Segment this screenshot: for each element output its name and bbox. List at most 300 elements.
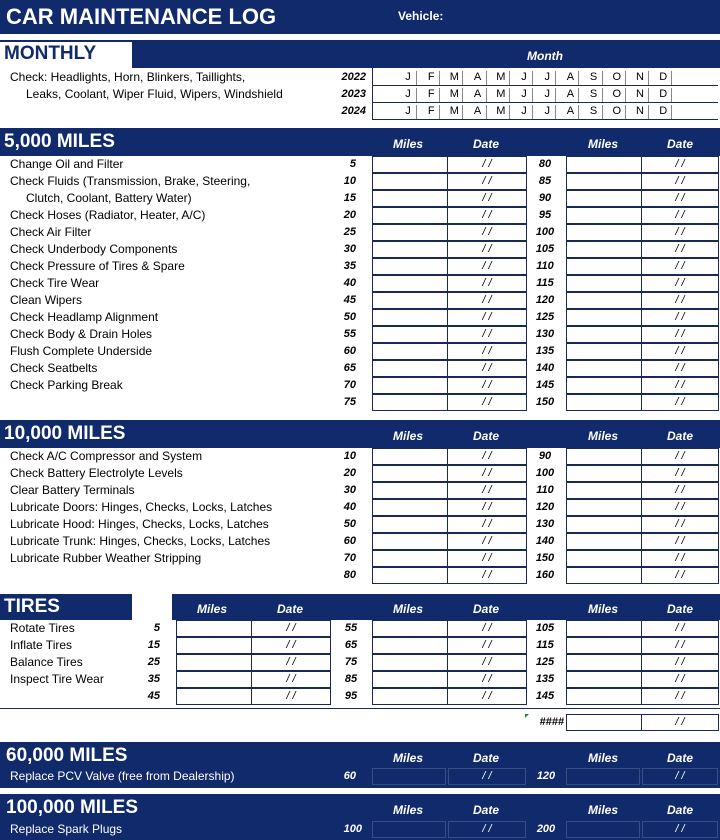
month-checkbox[interactable]	[671, 71, 672, 85]
m5k-miles-field-1[interactable]	[372, 394, 448, 411]
100000-miles-header-1: Miles	[392, 803, 423, 817]
m5k-date-1: / /	[482, 243, 492, 255]
m10k-left-miles: 80	[343, 569, 356, 581]
month-checkbox[interactable]	[532, 71, 533, 85]
60000-miles-field-2[interactable]	[566, 768, 640, 785]
m5k-date-2: / /	[675, 362, 685, 374]
tires-date-header-2: Date	[472, 602, 499, 616]
overflow-marker	[525, 714, 529, 718]
tires-date-3: / /	[675, 622, 685, 634]
m5k-item: Check Seatbelts	[10, 361, 98, 375]
m10k-left-miles: 20	[343, 467, 356, 479]
100000-date-2: / /	[675, 823, 685, 835]
10000-miles-header-1: Miles	[392, 429, 423, 443]
month-letter: A	[566, 71, 575, 83]
tires-miles-2: 95	[344, 690, 358, 702]
month-checkbox[interactable]	[509, 105, 510, 119]
m5k-miles-field-2[interactable]	[566, 173, 642, 190]
m5k-item: Check Underbody Components	[10, 242, 178, 256]
month-letter: N	[636, 71, 644, 83]
m5k-item: Flush Complete Underside	[10, 344, 153, 358]
m5k-miles-field-1[interactable]	[372, 275, 448, 292]
month-letter: M	[449, 105, 459, 117]
m5k-date-1: / /	[482, 294, 492, 306]
month-letter: F	[427, 71, 435, 83]
m10k-date-1: / /	[482, 518, 492, 530]
month-checkbox[interactable]	[509, 71, 510, 85]
m5k-miles-field-1[interactable]	[372, 360, 448, 377]
m5k-date-2: / /	[675, 311, 685, 323]
m10k-date-1: / /	[482, 467, 492, 479]
m5k-miles-field-1[interactable]	[372, 377, 448, 394]
m5k-miles-field-1[interactable]	[372, 224, 448, 241]
month-checkbox[interactable]	[625, 105, 626, 119]
tires-item: Inflate Tires	[10, 638, 73, 652]
month-letter: J	[405, 88, 411, 100]
tires-item: Rotate Tires	[10, 621, 75, 635]
m10k-left-miles: 10	[343, 450, 356, 462]
m10k-miles-field-1[interactable]	[372, 448, 448, 465]
60000-date-2: / /	[675, 770, 685, 782]
month-checkbox[interactable]	[486, 105, 487, 119]
tires-miles-3: 135	[535, 673, 555, 685]
m10k-date-2: / /	[675, 450, 685, 462]
m10k-date-1: / /	[482, 569, 492, 581]
100000-section	[0, 794, 720, 840]
m5k-date-1: / /	[482, 345, 492, 357]
month-checkbox[interactable]	[648, 71, 649, 85]
tires-miles-1: 15	[147, 639, 160, 651]
m5k-left-miles: 45	[343, 294, 356, 306]
monthly-heading: MONTHLY	[0, 42, 132, 68]
m5k-miles-field-1[interactable]	[372, 173, 448, 190]
m10k-miles-field-2[interactable]	[566, 516, 642, 533]
m10k-miles-field-1[interactable]	[372, 465, 448, 482]
m5k-left-miles: 30	[343, 243, 356, 255]
m5k-miles-field-1[interactable]	[372, 326, 448, 343]
m5k-miles-field-2[interactable]	[566, 275, 642, 292]
m5k-right-miles: 90	[538, 192, 552, 204]
m10k-date-2: / /	[675, 518, 685, 530]
m10k-miles-field-1[interactable]	[372, 482, 448, 499]
5000-date-header-1: Date	[472, 137, 499, 151]
tires-miles-field-2[interactable]	[372, 671, 448, 688]
m5k-date-2: / /	[675, 226, 685, 238]
month-checkbox[interactable]	[462, 105, 463, 119]
m5k-left-miles: 15	[343, 192, 356, 204]
m10k-item: Check Battery Electrolyte Levels	[10, 466, 183, 480]
m5k-date-1: / /	[482, 175, 492, 187]
m5k-left-miles: 60	[343, 345, 356, 357]
60000-left-miles: 60	[343, 770, 356, 782]
m5k-miles-field-2[interactable]	[566, 224, 642, 241]
5000-header-bar	[0, 128, 720, 156]
m5k-left-miles: 70	[343, 379, 356, 391]
m5k-date-2: / /	[675, 277, 685, 289]
60000-date-header-1: Date	[472, 751, 499, 765]
m10k-miles-field-2[interactable]	[566, 567, 642, 584]
tires-date-3: / /	[675, 656, 685, 668]
monthly-left-border	[372, 68, 373, 120]
tires-miles-field-3[interactable]	[566, 620, 642, 637]
month-checkbox[interactable]	[486, 88, 487, 102]
month-checkbox[interactable]	[671, 105, 672, 119]
m5k-date-1: / /	[482, 192, 492, 204]
60000-section	[0, 742, 720, 788]
100000-miles-field-2[interactable]	[566, 821, 640, 838]
month-letter: M	[496, 105, 506, 117]
m10k-date-2: / /	[675, 467, 685, 479]
10000-heading: 10,000 MILES	[0, 422, 132, 448]
m10k-date-2: / /	[675, 569, 685, 581]
month-letter: J	[521, 71, 527, 83]
tires-miles-2: 75	[344, 656, 358, 668]
month-letter: A	[473, 71, 482, 83]
tires-miles-3: 125	[535, 656, 555, 668]
month-checkbox[interactable]	[462, 88, 463, 102]
m5k-date-1: / /	[482, 260, 492, 272]
m5k-date-1: / /	[482, 379, 492, 391]
m10k-date-2: / /	[675, 501, 685, 513]
m5k-right-miles: 135	[535, 345, 555, 357]
tires-miles-header-2: Miles	[392, 602, 423, 616]
tires-header-gap	[132, 594, 172, 620]
60000-right-miles: 120	[536, 770, 556, 782]
m10k-item: Lubricate Doors: Hinges, Checks, Locks, Latches	[10, 500, 273, 514]
month-letter: F	[427, 88, 435, 100]
m5k-miles-field-2[interactable]	[566, 190, 642, 207]
m5k-date-1: / /	[482, 277, 492, 289]
tires-date-3: / /	[675, 690, 685, 702]
month-letter: J	[544, 71, 550, 83]
m5k-miles-field-2[interactable]	[566, 292, 642, 309]
month-letter: J	[405, 105, 411, 117]
m5k-right-miles: 140	[535, 362, 555, 374]
m5k-date-2: / /	[675, 294, 685, 306]
tires-date-header-3: Date	[666, 602, 693, 616]
month-letter: S	[589, 88, 598, 100]
vehicle-field[interactable]	[446, 6, 718, 28]
month-letter: A	[566, 88, 575, 100]
5000-date-header-2: Date	[666, 137, 693, 151]
month-letter: N	[636, 105, 644, 117]
month-letter: O	[612, 88, 622, 100]
month-checkbox[interactable]	[625, 88, 626, 102]
m10k-date-1: / /	[482, 450, 492, 462]
month-letter: O	[612, 105, 622, 117]
m10k-miles-field-1[interactable]	[372, 567, 448, 584]
tires-date-4: / /	[675, 716, 685, 728]
m5k-miles-field-1[interactable]	[372, 190, 448, 207]
month-checkbox[interactable]	[578, 71, 579, 85]
tires-miles-field-2[interactable]	[372, 620, 448, 637]
m10k-miles-field-2[interactable]	[566, 448, 642, 465]
100000-miles-field-1[interactable]	[372, 821, 446, 838]
month-checkbox[interactable]	[532, 88, 533, 102]
tires-date-1: / /	[286, 673, 296, 685]
month-letter: A	[566, 105, 575, 117]
60000-miles-header-2: Miles	[587, 751, 618, 765]
m5k-right-miles: 95	[538, 209, 552, 221]
m5k-date-2: / /	[675, 158, 685, 170]
month-checkbox[interactable]	[602, 88, 603, 102]
month-letter: M	[449, 88, 459, 100]
tires-miles-field-2[interactable]	[372, 688, 448, 705]
month-letter: S	[589, 71, 598, 83]
m5k-miles-field-1[interactable]	[372, 207, 448, 224]
month-checkbox[interactable]	[602, 105, 603, 119]
tires-miles-field-1[interactable]	[176, 654, 252, 671]
m10k-left-miles: 40	[343, 501, 356, 513]
tires-miles-field-2[interactable]	[372, 637, 448, 654]
m5k-miles-field-2[interactable]	[566, 394, 642, 411]
title-bar	[0, 0, 720, 34]
tires-miles-field-3[interactable]	[566, 654, 642, 671]
tires-miles-field-1[interactable]	[176, 620, 252, 637]
m10k-left-miles: 30	[343, 484, 356, 496]
m5k-date-1: / /	[482, 396, 492, 408]
month-letter: M	[449, 71, 459, 83]
m10k-date-1: / /	[482, 535, 492, 547]
month-letter: J	[521, 88, 527, 100]
60000-item: Replace PCV Valve (free from Dealership)	[10, 769, 235, 783]
month-checkbox[interactable]	[439, 105, 440, 119]
m10k-right-miles: 160	[535, 569, 555, 581]
m5k-miles-field-2[interactable]	[566, 207, 642, 224]
month-checkbox[interactable]	[555, 88, 556, 102]
m5k-date-2: / /	[675, 379, 685, 391]
m10k-right-miles: 140	[535, 535, 555, 547]
m10k-item: Lubricate Hood: Hinges, Checks, Locks, Latches	[10, 517, 269, 531]
month-checkbox[interactable]	[555, 71, 556, 85]
m5k-date-2: / /	[675, 260, 685, 272]
tires-date-1: / /	[286, 622, 296, 634]
m10k-left-miles: 70	[343, 552, 356, 564]
tires-date-3: / /	[675, 639, 685, 651]
page-title: CAR MAINTENANCE LOG	[6, 4, 277, 29]
m10k-miles-field-1[interactable]	[372, 550, 448, 567]
tires-miles-1: 45	[147, 690, 160, 702]
m5k-miles-field-1[interactable]	[372, 156, 448, 173]
m5k-date-2: / /	[675, 209, 685, 221]
m5k-left-miles: 25	[343, 226, 356, 238]
tires-miles-header-3: Miles	[587, 602, 618, 616]
m5k-item: Check Pressure of Tires & Spare	[10, 259, 185, 273]
m10k-date-2: / /	[675, 552, 685, 564]
tires-miles-3: 145	[535, 690, 555, 702]
vehicle-label: Vehicle:	[398, 9, 444, 23]
60000-date-header-2: Date	[666, 751, 693, 765]
m5k-miles-field-2[interactable]	[566, 377, 642, 394]
tires-item: Balance Tires	[10, 655, 83, 669]
m5k-right-miles: 105	[535, 243, 555, 255]
month-checkbox[interactable]	[602, 71, 603, 85]
month-checkbox[interactable]	[578, 88, 579, 102]
m10k-item: Lubricate Trunk: Hinges, Checks, Locks, Latches	[10, 534, 271, 548]
10000-date-header-2: Date	[666, 429, 693, 443]
100000-date-1: / /	[482, 823, 492, 835]
m5k-miles-field-2[interactable]	[566, 309, 642, 326]
tires-miles-field-4[interactable]	[566, 714, 642, 731]
m5k-miles-field-2[interactable]	[566, 258, 642, 275]
m5k-item: Check Tire Wear	[10, 276, 100, 290]
m10k-date-1: / /	[482, 484, 492, 496]
monthly-header-bar	[0, 40, 720, 68]
m5k-miles-field-1[interactable]	[372, 241, 448, 258]
month-letter: O	[612, 71, 622, 83]
month-letter: J	[521, 105, 527, 117]
tires-miles-1: 35	[147, 673, 160, 685]
tires-divider	[0, 708, 720, 709]
m5k-miles-field-1[interactable]	[372, 343, 448, 360]
month-checkbox[interactable]	[532, 105, 533, 119]
m10k-miles-field-1[interactable]	[372, 499, 448, 516]
m5k-right-miles: 120	[535, 294, 555, 306]
month-letter: J	[405, 71, 411, 83]
tires-header-bar	[0, 594, 720, 620]
m5k-miles-field-2[interactable]	[566, 156, 642, 173]
m5k-miles-field-2[interactable]	[566, 360, 642, 377]
tires-miles-1: 5	[153, 622, 160, 634]
m5k-date-2: / /	[675, 175, 685, 187]
month-checkbox[interactable]	[439, 88, 440, 102]
tires-date-1: / /	[286, 656, 296, 668]
m5k-miles-field-2[interactable]	[566, 241, 642, 258]
month-checkbox[interactable]	[625, 71, 626, 85]
m5k-date-1: / /	[482, 311, 492, 323]
m5k-date-1: / /	[482, 158, 492, 170]
5000-miles-header-2: Miles	[587, 137, 618, 151]
month-checkbox[interactable]	[416, 105, 417, 119]
m5k-right-miles: 85	[538, 175, 552, 187]
tires-miles-field-1[interactable]	[176, 671, 252, 688]
tires-miles-3: 115	[536, 639, 554, 651]
m5k-date-2: / /	[675, 192, 685, 204]
m10k-miles-field-2[interactable]	[566, 499, 642, 516]
tires-miles-2: 65	[344, 639, 358, 651]
m5k-left-miles: 20	[343, 209, 356, 221]
tires-miles-field-3[interactable]	[566, 637, 642, 654]
month-checkbox[interactable]	[462, 71, 463, 85]
month-checkbox[interactable]	[578, 105, 579, 119]
tires-date-2: / /	[482, 622, 492, 634]
tires-heading: TIRES	[0, 595, 132, 619]
m10k-date-2: / /	[675, 484, 685, 496]
tires-miles-field-1[interactable]	[176, 637, 252, 654]
tires-date-header-1: Date	[276, 602, 303, 616]
m5k-right-miles: 150	[535, 396, 555, 408]
m5k-left-miles: 75	[343, 396, 356, 408]
month-checkbox[interactable]	[439, 71, 440, 85]
tires-date-1: / /	[286, 639, 296, 651]
m5k-date-1: / /	[482, 226, 492, 238]
tires-date-1: / /	[286, 690, 296, 702]
m10k-right-miles: 150	[535, 552, 555, 564]
m5k-item: Check Body & Drain Holes	[10, 327, 153, 341]
month-letter: M	[496, 88, 506, 100]
m5k-right-miles: 80	[538, 158, 552, 170]
5000-miles-header-1: Miles	[392, 137, 423, 151]
m10k-miles-field-2[interactable]	[566, 550, 642, 567]
tires-miles-field-1[interactable]	[176, 688, 252, 705]
month-checkbox[interactable]	[416, 88, 417, 102]
month-checkbox[interactable]	[486, 71, 487, 85]
m5k-date-2: / /	[675, 328, 685, 340]
m10k-miles-field-2[interactable]	[566, 465, 642, 482]
10000-date-header-1: Date	[472, 429, 499, 443]
tires-miles-field-2[interactable]	[372, 654, 448, 671]
month-checkbox[interactable]	[648, 105, 649, 119]
m10k-right-miles: 100	[535, 467, 555, 479]
5000-heading: 5,000 MILES	[0, 130, 132, 156]
m5k-right-miles: 130	[535, 328, 555, 340]
m10k-miles-field-2[interactable]	[566, 482, 642, 499]
m5k-miles-field-1[interactable]	[372, 309, 448, 326]
m10k-item: Lubricate Rubber Weather Stripping	[10, 551, 202, 565]
month-checkbox[interactable]	[509, 88, 510, 102]
tires-miles-1: 25	[147, 656, 160, 668]
m10k-right-miles: 130	[535, 518, 555, 530]
month-checkbox[interactable]	[671, 88, 672, 102]
m10k-date-2: / /	[675, 535, 685, 547]
tires-date-3: / /	[675, 673, 685, 685]
5000-section	[0, 156, 720, 412]
m10k-miles-field-2[interactable]	[566, 533, 642, 550]
m5k-miles-field-1[interactable]	[372, 292, 448, 309]
month-checkbox[interactable]	[648, 88, 649, 102]
tires-miles-field-3[interactable]	[566, 671, 642, 688]
m5k-item: Check Fluids (Transmission, Brake, Steering,	[10, 174, 251, 188]
m5k-left-miles: 40	[343, 277, 356, 289]
month-checkbox[interactable]	[555, 105, 556, 119]
tires-miles-field-3[interactable]	[566, 688, 642, 705]
tires-overflow-value: ####	[539, 716, 564, 728]
m5k-date-1: / /	[482, 328, 492, 340]
m5k-left-miles: 55	[343, 328, 356, 340]
m5k-right-miles: 125	[535, 311, 555, 323]
m10k-miles-field-1[interactable]	[372, 516, 448, 533]
month-checkbox[interactable]	[416, 71, 417, 85]
tires-miles-header-1: Miles	[196, 602, 227, 616]
60000-miles-header-1: Miles	[392, 751, 423, 765]
m5k-left-miles: 65	[343, 362, 356, 374]
m5k-item: Check Parking Break	[10, 378, 123, 392]
10000-section	[0, 448, 720, 586]
m10k-right-miles: 120	[535, 501, 555, 513]
m5k-right-miles: 110	[536, 260, 554, 272]
month-letter: M	[496, 71, 506, 83]
m5k-right-miles: 145	[535, 379, 555, 391]
tires-section	[0, 620, 720, 736]
month-letter: A	[473, 88, 482, 100]
m5k-item: Check Headlamp Alignment	[10, 310, 159, 324]
100000-left-miles: 100	[343, 823, 362, 835]
month-letter: J	[544, 88, 550, 100]
m5k-miles-field-1[interactable]	[372, 258, 448, 275]
m5k-miles-field-2[interactable]	[566, 343, 642, 360]
m5k-item: Change Oil and Filter	[10, 157, 124, 171]
m10k-miles-field-1[interactable]	[372, 533, 448, 550]
m5k-miles-field-2[interactable]	[566, 326, 642, 343]
month-letter: S	[589, 105, 598, 117]
m10k-right-miles: 90	[538, 450, 552, 462]
tires-date-2: / /	[482, 673, 492, 685]
m5k-item: Clean Wipers	[10, 293, 83, 307]
100000-right-miles: 200	[536, 823, 556, 835]
month-letter: D	[659, 71, 668, 83]
60000-miles-field-1[interactable]	[372, 768, 446, 785]
month-letter: F	[427, 105, 435, 117]
